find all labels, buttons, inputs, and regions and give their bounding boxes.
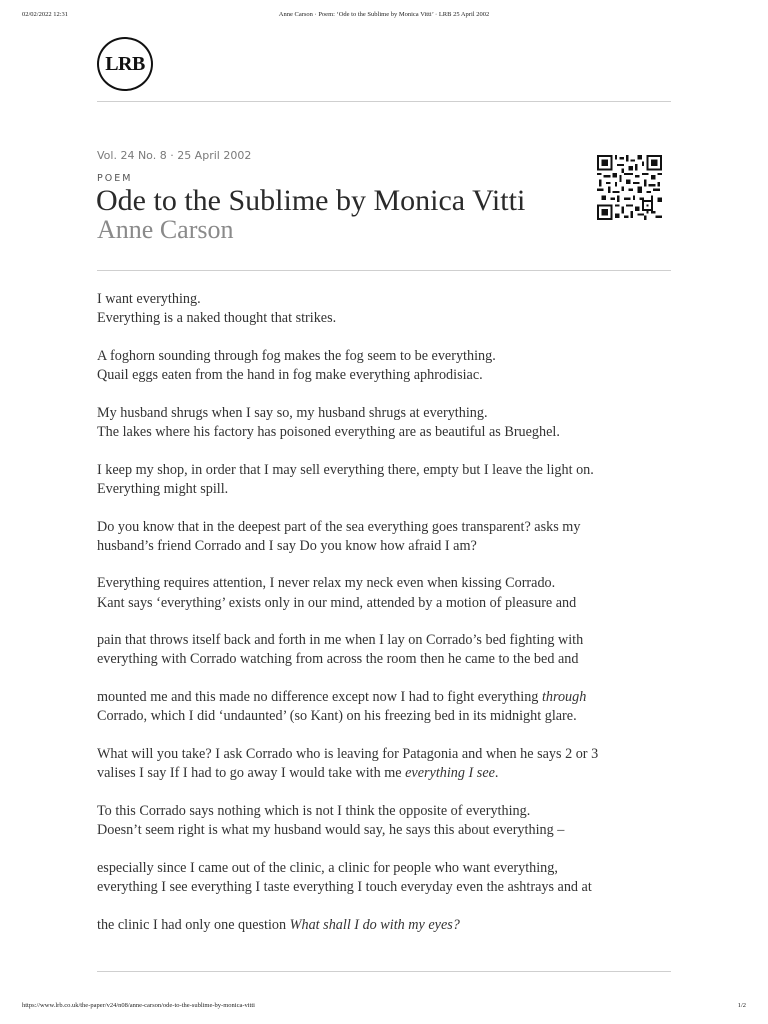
poem-stanza	[97, 916, 671, 935]
title-divider	[97, 270, 671, 271]
poem-text: My husband shrugs when I say so, my husband shrugs at everything.	[97, 404, 488, 421]
poem-line	[97, 707, 671, 726]
poem-line	[97, 480, 671, 499]
poem-text: What will you take? I ask Corrado who is leaving for Patagonia and when he says 2 or 3	[97, 746, 599, 762]
header-divider	[97, 101, 671, 102]
poem-text: Everything is a naked thought that strikes.	[97, 310, 337, 327]
poem-text: husband’s friend Corrado and I say Do you know how afraid I am?	[97, 537, 477, 554]
poem-text: The lakes where his factory has poisoned everything are as beautiful as Brueghel.	[97, 423, 560, 440]
poem-text: pain that throws itself back and forth in me when I lay on Corrado’s bed fighting with	[97, 632, 584, 649]
poem-stanza	[97, 290, 671, 328]
poem-line	[97, 878, 671, 897]
poem-text: valises I say If I had to go away I would take with me	[97, 765, 406, 782]
poem-line	[97, 688, 671, 707]
poem-line	[97, 859, 671, 878]
poem-body	[97, 290, 671, 953]
poem-line	[97, 518, 671, 537]
footer-divider	[97, 971, 671, 972]
poem-line	[97, 347, 671, 366]
poem-text: mounted me and this made no difference except now I had to fight everything	[97, 689, 542, 706]
poem-stanza	[97, 461, 671, 499]
poem-line	[97, 309, 671, 328]
issue-info: Vol. 24 No. 8 · 25 April 2002	[97, 149, 252, 162]
poem-text: Do you know that in the deepest part of the sea everything goes transparent? asks my	[97, 518, 581, 535]
poem-line	[97, 537, 671, 556]
poem-stanza	[97, 518, 671, 556]
print-page-number: 1/2	[737, 1002, 746, 1009]
poem-stanza	[97, 404, 671, 442]
poem-line	[97, 574, 671, 593]
poem-text: especially since I came out of the clinic, a clinic for people who want everything,	[97, 859, 558, 876]
poem-text: .	[494, 765, 499, 782]
article-author[interactable]: Anne Carson	[97, 215, 234, 244]
poem-italic-text: everything I see	[405, 765, 495, 782]
poem-text: I keep my shop, in order that I may sell everything there, empty but I leave the light on.	[97, 461, 594, 478]
poem-italic-text: through	[541, 689, 587, 706]
poem-line	[97, 650, 671, 669]
poem-line	[97, 461, 671, 480]
poem-text: I want everything.	[97, 291, 201, 307]
poem-line	[97, 916, 671, 935]
poem-text: the clinic I had only one question	[97, 916, 290, 933]
poem-line	[97, 366, 671, 385]
print-url: https://www.lrb.co.uk/the-paper/v24/n08/anne-carson/ode-to-the-sublime-by-monica-vitti	[22, 1002, 255, 1009]
print-datetime: 02/02/2022 12:31	[22, 11, 69, 18]
lrb-logo[interactable]: LRB	[97, 37, 153, 91]
poem-text: Doesn’t seem right is what my husband would say, he says this about everything –	[97, 822, 565, 839]
poem-italic-text: What shall I do with my eyes?	[289, 916, 460, 933]
poem-line	[97, 745, 671, 764]
poem-stanza	[97, 688, 671, 726]
article-title: Ode to the Sublime by Monica Vitti	[96, 184, 526, 217]
qr-code-icon	[595, 155, 664, 220]
poem-text: To this Corrado says nothing which is not I think the opposite of everything.	[97, 802, 531, 819]
poem-line	[97, 802, 671, 821]
article-kicker: POEM	[97, 173, 133, 184]
poem-text: A foghorn sounding through fog makes the fog seem to be everything.	[97, 347, 496, 364]
poem-stanza	[97, 745, 671, 783]
poem-text: Everything requires attention, I never relax my neck even when kissing Corrado.	[97, 575, 556, 592]
poem-stanza	[97, 347, 671, 385]
poem-text: everything I see everything I taste everything I touch everyday even the ashtrays and at	[97, 878, 592, 895]
poem-text: Kant says ‘everything’ exists only in our mind, attended by a motion of pleasure and	[97, 594, 577, 611]
poem-stanza	[97, 574, 671, 612]
poem-line	[97, 764, 671, 783]
poem-line	[97, 594, 671, 613]
poem-line	[97, 404, 671, 423]
poem-text: Quail eggs eaten from the hand in fog make everything aphrodisiac.	[97, 367, 483, 384]
print-page-title: Anne Carson · Poem: ‘Ode to the Sublime by Monica Vitti’ · LRB 25 April 2002	[278, 11, 490, 18]
poem-text: everything with Corrado watching from across the room then he came to the bed and	[97, 651, 579, 668]
poem-stanza	[97, 859, 671, 897]
poem-stanza	[97, 631, 671, 669]
poem-line	[97, 821, 671, 840]
poem-text: Corrado, which I did ‘undaunted’ (so Kant) on his freezing bed in its midnight glare.	[97, 708, 577, 725]
poem-line	[97, 631, 671, 650]
poem-stanza	[97, 802, 671, 840]
poem-line	[97, 423, 671, 442]
poem-line	[97, 290, 671, 309]
poem-text: Everything might spill.	[97, 480, 229, 497]
